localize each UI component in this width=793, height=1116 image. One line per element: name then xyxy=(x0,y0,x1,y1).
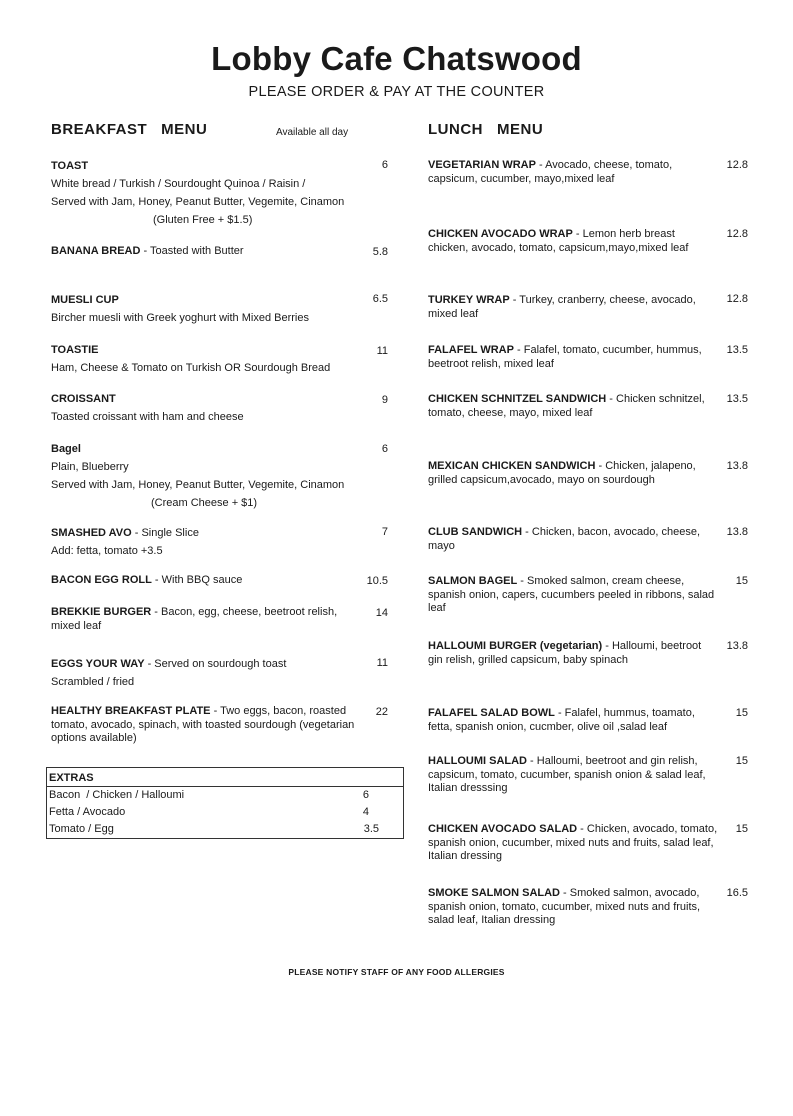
item-name: CHICKEN AVOCADO WRAP xyxy=(428,228,573,240)
item-price: 13.5 xyxy=(726,393,748,405)
item-price: 12.8 xyxy=(726,159,748,171)
item-name: BANANA BREAD xyxy=(51,245,141,257)
lunch-item-turkey-wrap xyxy=(428,294,718,321)
item-desc: - Bacon, egg, cheese, beetroot relish, mixed leaf xyxy=(51,606,338,632)
item-name: TOAST xyxy=(51,160,89,172)
breakfast-item-toast xyxy=(51,157,366,229)
lunch-item-halloumi-salad xyxy=(428,755,718,796)
item-price: 13.8 xyxy=(726,640,748,652)
item-desc: Plain, Blueberry xyxy=(51,461,129,473)
item-price: 16.5 xyxy=(726,887,748,899)
lunch-item-falafel-salad-bowl xyxy=(428,707,718,734)
extras-row xyxy=(49,789,389,801)
item-price: 15 xyxy=(735,755,748,767)
item-desc: Ham, Cheese & Tomato on Turkish OR Sourdough Bread xyxy=(51,362,331,374)
item-name: CROISSANT xyxy=(51,393,116,405)
breakfast-item-smashed-avo xyxy=(51,524,366,560)
lunch-item-smoke-salmon-salad xyxy=(428,887,718,928)
item-desc: - Falafel, tomato, cucumber, hummus, beetroot relish, mixed leaf xyxy=(428,344,702,370)
breakfast-item-muesli-cup xyxy=(51,291,366,327)
item-price: 22 xyxy=(375,706,388,718)
breakfast-item-brekkie-burger xyxy=(51,606,366,633)
item-price: 14 xyxy=(375,607,388,619)
breakfast-item-bagel xyxy=(51,440,366,512)
lunch-item-chicken-schnitzel-sandwich xyxy=(428,393,718,420)
item-name: FALAFEL WRAP xyxy=(428,344,514,356)
item-price: 6 xyxy=(381,159,388,171)
lunch-item-vegetarian-wrap xyxy=(428,159,718,186)
breakfast-heading: BREAKFAST MENU xyxy=(51,121,208,138)
breakfast-item-banana-bread xyxy=(51,245,366,259)
extras-box xyxy=(46,767,404,839)
item-desc: - Chicken, bacon, avocado, cheese, mayo xyxy=(428,526,701,552)
item-name: EGGS YOUR WAY xyxy=(51,658,145,670)
lunch-item-salmon-bagel xyxy=(428,575,718,616)
item-price: 11 xyxy=(376,657,388,669)
lunch-heading: LUNCH MENU xyxy=(428,121,544,138)
lunch-item-halloumi-burger xyxy=(428,640,718,667)
item-price: 12.8 xyxy=(726,228,748,240)
extras-row xyxy=(49,823,389,835)
item-name: FALAFEL SALAD BOWL xyxy=(428,707,555,719)
item-price: 13.5 xyxy=(726,344,748,356)
item-price: 6 xyxy=(381,443,388,455)
item-price: 13.8 xyxy=(726,526,748,538)
item-desc: - Halloumi, beetroot gin relish, grilled capsicum, baby spinach xyxy=(428,640,702,666)
item-name: SALMON BAGEL xyxy=(428,575,518,587)
item-price: 5.8 xyxy=(372,246,388,258)
item-desc: - Chicken schnitzel, tomato, cheese, mayo, mixed leaf xyxy=(428,393,705,419)
item-name: MUESLI CUP xyxy=(51,294,119,306)
extras-label: Tomato / Egg xyxy=(49,823,114,835)
breakfast-item-healthy-breakfast-plate xyxy=(51,705,366,746)
item-price: 10.5 xyxy=(366,575,388,587)
item-name: TURKEY WRAP xyxy=(428,294,510,306)
item-desc: - Chicken, avocado, tomato, spanish onion, cucumber, mixed nuts and fruits, salad leaf, Italian dressing xyxy=(428,823,718,862)
item-name: VEGETARIAN WRAP xyxy=(428,159,536,171)
item-note: (Cream Cheese + $1) xyxy=(151,497,258,509)
extras-label: Fetta / Avocado xyxy=(49,806,126,818)
item-note: (Gluten Free + $1.5) xyxy=(153,214,253,226)
item-name: CHICKEN AVOCADO SALAD xyxy=(428,823,578,835)
item-desc: Bircher muesli with Greek yoghurt with Mixed Berries xyxy=(51,312,309,324)
lunch-item-chicken-avocado-wrap xyxy=(428,228,718,255)
item-desc: - Toasted with Butter xyxy=(140,245,244,257)
item-name: SMASHED AVO xyxy=(51,527,132,539)
extras-price: 4 xyxy=(362,806,369,818)
item-price: 15 xyxy=(735,575,748,587)
item-desc: - Smoked salmon, avocado, spanish onion, tomato, cucumber, mixed nuts and fruits, salad leaf, Italian dressing xyxy=(428,887,701,926)
item-name: HALLOUMI BURGER (vegetarian) xyxy=(428,640,603,652)
item-desc: - Avocado, cheese, tomato, capsicum, cucumber, mayo,mixed leaf xyxy=(428,159,673,185)
item-desc: - Turkey, cranberry, cheese, avocado, mixed leaf xyxy=(428,294,696,320)
item-desc: - Lemon herb breast chicken, avocado, tomato, capsicum,mayo,mixed leaf xyxy=(428,228,689,254)
item-price: 15 xyxy=(735,707,748,719)
item-name: BACON EGG ROLL xyxy=(51,574,152,586)
extras-divider xyxy=(47,786,403,787)
lunch-item-falafel-wrap xyxy=(428,344,718,371)
breakfast-item-bacon-egg-roll xyxy=(51,574,366,588)
menu-subtitle: PLEASE ORDER & PAY AT THE COUNTER xyxy=(248,84,545,100)
item-desc: - Two eggs, bacon, roasted tomato, avocado, spinach, with toasted sourdough (vegetarian options available) xyxy=(51,705,355,744)
item-desc: Add: fetta, tomato +3.5 xyxy=(51,545,163,557)
extras-price: 3.5 xyxy=(363,823,379,835)
item-desc: - Single Slice xyxy=(131,527,199,539)
extras-label: Bacon / Chicken / Halloumi xyxy=(49,789,185,801)
lunch-item-mexican-chicken-sandwich xyxy=(428,460,718,487)
item-desc: - Falafel, hummus, toamato, fetta, spanish onion, cucmber, olive oil ,salad leaf xyxy=(428,707,695,733)
breakfast-item-toastie xyxy=(51,341,366,377)
item-name: MEXICAN CHICKEN SANDWICH xyxy=(428,460,596,472)
breakfast-availability: Available all day xyxy=(276,127,349,138)
item-price: 11 xyxy=(376,345,388,357)
item-desc: Scrambled / fried xyxy=(51,676,135,688)
allergy-notice: PLEASE NOTIFY STAFF OF ANY FOOD ALLERGIES xyxy=(288,967,505,977)
item-name: HEALTHY BREAKFAST PLATE xyxy=(51,705,211,717)
item-desc: White bread / Turkish / Sourdought Quinoa / Raisin / xyxy=(51,178,306,190)
breakfast-item-croissant xyxy=(51,390,366,426)
breakfast-item-eggs-your-way xyxy=(51,655,366,691)
item-name: CHICKEN SCHNITZEL SANDWICH xyxy=(428,393,607,405)
item-name: HALLOUMI SALAD xyxy=(428,755,527,767)
item-name: TOASTIE xyxy=(51,344,99,356)
item-price: 12.8 xyxy=(726,293,748,305)
item-desc: - Chicken, jalapeno, grilled capsicum,avocado, mayo on sourdough xyxy=(428,460,696,486)
item-desc: Served with Jam, Honey, Peanut Butter, Vegemite, Cinamon xyxy=(51,479,345,491)
item-desc: - Smoked salmon, cream cheese, spanish onion, capers, cucumbers peeled in ribbons, salad leaf xyxy=(428,575,715,614)
item-desc: Served with Jam, Honey, Peanut Butter, Vegemite, Cinamon xyxy=(51,196,345,208)
extras-price: 6 xyxy=(362,789,369,801)
item-price: 13.8 xyxy=(726,460,748,472)
item-name: SMOKE SALMON SALAD xyxy=(428,887,560,899)
item-name: BREKKIE BURGER xyxy=(51,606,152,618)
item-price: 6.5 xyxy=(372,293,388,305)
menu-title: Lobby Cafe Chatswood xyxy=(211,40,582,77)
item-desc: - With BBQ sauce xyxy=(151,574,243,586)
item-name: Bagel xyxy=(51,443,81,455)
item-desc: - Halloumi, beetroot and gin relish, capsicum, tomato, cucumber, spanish onion & salad leaf, Italian dresssing xyxy=(428,755,706,794)
item-price: 9 xyxy=(381,394,388,406)
item-price: 15 xyxy=(735,823,748,835)
extras-row xyxy=(49,806,389,818)
lunch-item-club-sandwich xyxy=(428,526,718,553)
item-desc: Toasted croissant with ham and cheese xyxy=(51,411,244,423)
extras-title: EXTRAS xyxy=(49,772,94,784)
lunch-item-chicken-avocado-salad xyxy=(428,823,718,864)
item-price: 7 xyxy=(381,526,388,538)
item-desc: - Served on sourdough toast xyxy=(144,658,287,670)
item-name: CLUB SANDWICH xyxy=(428,526,523,538)
